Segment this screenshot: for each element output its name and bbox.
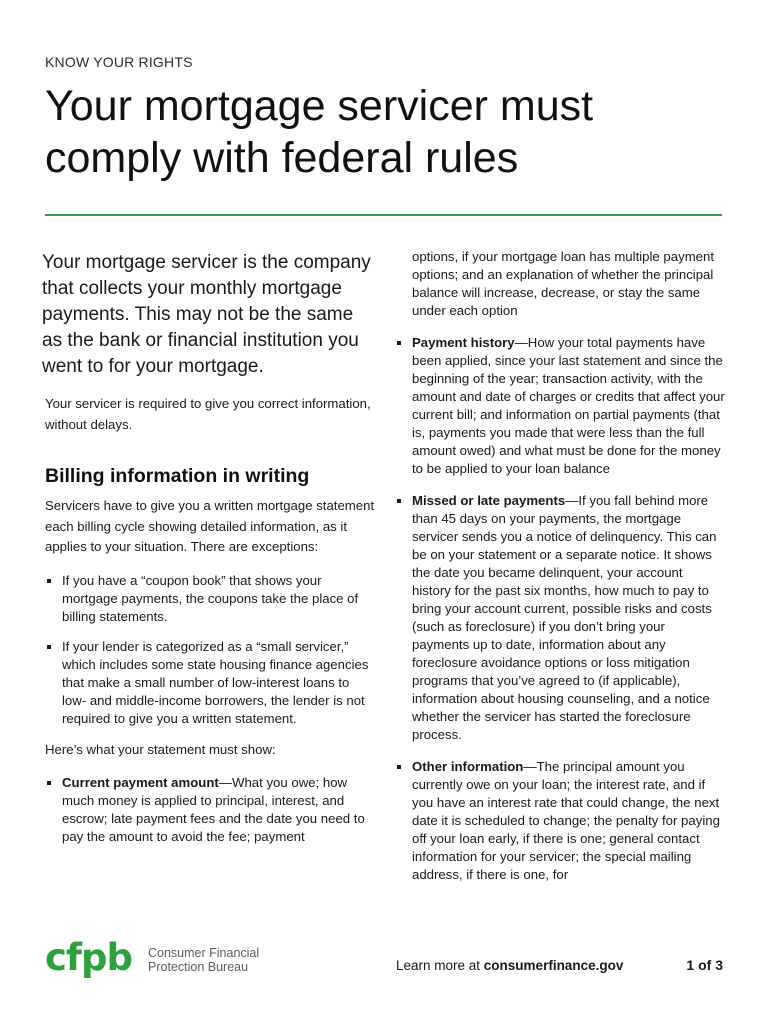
org-line-2: Protection Bureau	[148, 960, 249, 974]
item-label: Missed or late payments	[412, 493, 566, 508]
org-name	[148, 946, 259, 974]
list-item	[395, 758, 725, 884]
page-number: 1 of 3	[686, 957, 723, 973]
item-text: —The principal amount you currently owe on your loan; the interest rate, and if you have an interest rate that could change, the next date it is scheduled to change; the penalty for paying off your loan early, if there is one; general contact information for your servicer; the special mailing address, if there is one, for	[412, 759, 720, 882]
org-line-1: Consumer Financial	[148, 946, 260, 960]
list-item	[45, 774, 375, 846]
page-title: Your mortgage servicer must comply with federal rules	[45, 82, 594, 182]
intro-paragraph: Your servicer is required to give you correct information, without delays.	[45, 396, 371, 432]
item-text: —How your total payments have been applied, since your last statement and since the beginning of the year; transaction activity, with the amount and date of charges or credits that affect your current bill; and information on partial payments (that is, payments you made that were less than the full amount owed) and what must be done for the money to be applied to your loan balance	[412, 335, 725, 476]
statement-intro: Here’s what your statement must show:	[45, 741, 276, 757]
list-item	[395, 334, 725, 478]
section-heading: Billing information in writing	[45, 465, 310, 487]
learn-more-link[interactable]: consumerfinance.gov	[483, 958, 624, 973]
cfpb-logo	[45, 934, 140, 984]
left-column	[42, 250, 375, 858]
list-item	[395, 492, 725, 744]
section-body: Servicers have to give you a written mortgage statement each billing cycle showing detailed information, as it applies to your situation. There are exceptions:	[45, 498, 375, 554]
item-text: —What you owe; how much money is applied to principal, interest, and escrow; late payment fees and the date you need to pay the amount to avoid the fee; payment	[62, 775, 365, 844]
right-column	[395, 248, 725, 898]
learn-prefix: Learn more at	[396, 958, 484, 973]
continuation-text: options, if your mortgage loan has multiple payment options; and an explanation of whether the principal balance will increase, decrease, or stay the same under each option	[412, 249, 715, 318]
statement-list	[45, 774, 375, 846]
title-divider	[45, 214, 722, 216]
item-label: Current payment amount	[62, 775, 219, 790]
item-label: Payment history	[412, 335, 515, 350]
item-text: —If you fall behind more than 45 days on your payments, the mortgage servicer sends you a notice of delinquency. This can be on your statement or a separate notice. It shows the date you became delinquent, your account history for the past six months, how much to pay to bring your account current, possible risks and costs (such as foreclosure) if you don’t bring your payments up to date, information about any foreclosure avoidance options or loss mitigation programs that you’ve agreed to (if applicable), information about housing counseling, and a notice whether the servicer has started the foreclosure process.	[412, 493, 717, 742]
lead-paragraph: Your mortgage servicer is the company that collects your monthly mortgage payments. This may not be the same as the bank or financial institution you went to for your mortgage.	[42, 252, 371, 377]
item-label: Other information	[412, 759, 524, 774]
learn-more	[396, 958, 623, 973]
logo-wordmark: cfpb	[45, 936, 133, 979]
exceptions-list	[45, 572, 375, 728]
statement-list-continued	[395, 334, 725, 884]
list-item: If your lender is categorized as a “small servicer,” which includes some state housing finance agencies that make a small number of low-interest loans to low- and middle-income borrowers, the lender is not required to give you a written statement.	[45, 638, 375, 728]
list-item: If you have a “coupon book” that shows your mortgage payments, the coupons take the place of billing statements.	[45, 572, 375, 626]
kicker: KNOW YOUR RIGHTS	[45, 54, 193, 70]
